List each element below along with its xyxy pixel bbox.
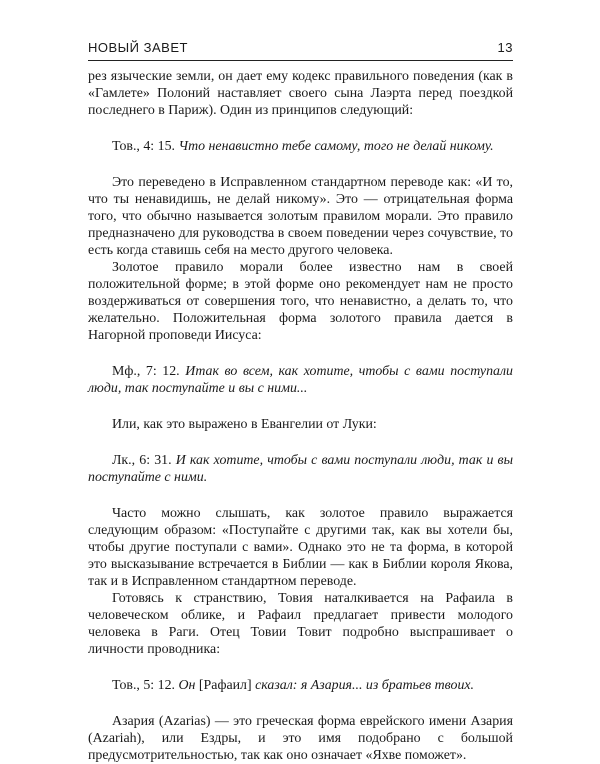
body-text [88, 68, 513, 764]
quotation-text: И как хотите, чтобы с вами поступали люди, так и вы поступайте с ними. [88, 453, 513, 485]
paragraph: Это переведено в Исправленном стандартном переводе как: «И то, что ты ненавидишь, не делай никому». Это — отрицательная форма того, что обычно называется золотым правилом морали. Это правило предназначено для руководства в своем поведении через сочувствие, то есть когда ставишь себя на место другого человека. [88, 175, 513, 258]
paragraph: Азария (Azarias) — это греческая форма еврейского имени Азария (Azariah), или Ездры, и это имя подобрано с большой предусмотрительностью, так как оно означает «Яхве поможет». [88, 714, 513, 763]
paragraph: Или, как это выражено в Евангелии от Луки: [112, 417, 377, 432]
page-number: 13 [497, 40, 513, 55]
quotation-bracket: [Рафаил] [198, 678, 252, 693]
quotation-luke-6-31 [88, 452, 513, 486]
running-header [88, 40, 513, 59]
paragraph: Часто можно слышать, как золотое правило выражается следующим образом: «Поступайте с другими так, как вы хотели бы, чтобы другие поступали с вами». Однако это не та форма, в которой это высказывание встречается в Библии — как в Библии короля Якова, так и в Исправленном стандартном переводе. [88, 506, 513, 589]
running-title: НОВЫЙ ЗАВЕТ [88, 40, 188, 55]
quotation-tobit-5-12 [88, 677, 513, 694]
quotation-reference: Тов., 4: 15. [112, 139, 176, 154]
quotation-reference: Лк., 6: 31. [112, 453, 172, 468]
quotation-text: Он [178, 678, 196, 693]
paragraph: Готовясь к странствию, Товия наталкивается на Рафаила в человеческом облике, и Рафаил предлагает привести молодого человека в Раги. Отец Товии Товит подробно выспрашивает о личности проводника: [88, 591, 513, 657]
header-rule [88, 60, 513, 61]
quotation-text: Итак во всем, как хотите, чтобы с вами поступали люди, так поступайте и вы с ними... [88, 364, 513, 396]
quotation-reference: Тов., 5: 12. [112, 678, 176, 693]
paragraph: рез языческие земли, он дает ему кодекс правильного поведения (как в «Гамлете» Полоний наставляет своего сына Лаэрта перед поездкой последнего в Париж). Один из принципов следующий: [88, 69, 513, 118]
quotation-text: сказал: я Азария... из братьев твоих. [255, 678, 475, 693]
quotation-reference: Мф., 7: 12. [112, 364, 180, 379]
quotation-matthew-7-12 [88, 363, 513, 397]
quotation-text: Что ненавистно тебе самому, того не делай никому. [178, 139, 494, 154]
quotation-tobit-4-15 [88, 138, 513, 155]
paragraph: Золотое правило морали более известно нам в своей положительной форме; в этой форме оно рекомендует нам не просто воздерживаться от совершения того, что ненавистно, а делать то, что желательно. Положительная форма золотого правила дается в Нагорной проповеди Иисуса: [88, 260, 513, 343]
